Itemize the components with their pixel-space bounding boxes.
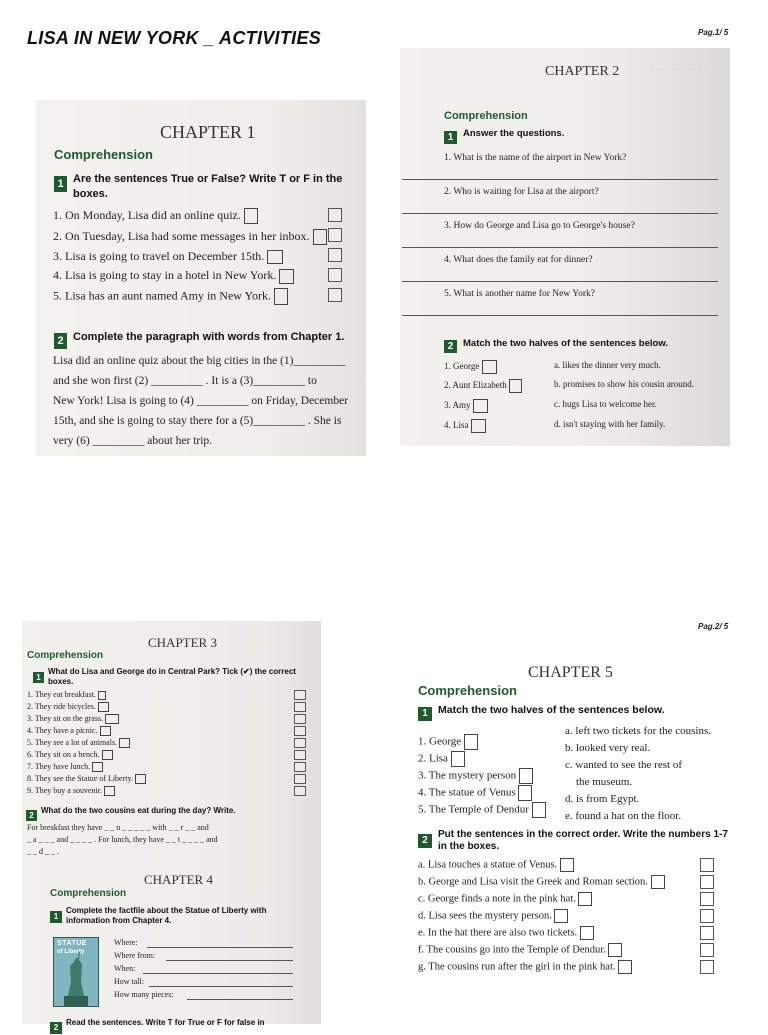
chapter2-question-3: 3. How do George and Lisa go to George's house? bbox=[444, 221, 635, 231]
chapter5-match-left-5: 5. The Temple of Dendur bbox=[418, 802, 546, 818]
factfile-line[interactable] bbox=[166, 960, 293, 961]
factfile-where-from: Where from: bbox=[114, 951, 156, 960]
order-box[interactable] bbox=[578, 892, 592, 906]
tick-box[interactable] bbox=[119, 738, 130, 748]
chapter1-ex1-item-5: 5. Lisa has an aunt named Amy in New York. bbox=[53, 288, 288, 305]
chapter1-ex1-instruction: Are the sentences True or False? Write T or F in the boxes. bbox=[73, 173, 343, 200]
chapter5-order-item-g: g. The cousins run after the girl in the pink hat. bbox=[418, 960, 632, 974]
chapter1-ex1-item-3: 3. Lisa is going to travel on December 15th. bbox=[53, 249, 283, 264]
chapter3-item-8: 8. They see the Statue of Liberty. bbox=[27, 774, 146, 784]
chapter3-ex2-number: 2 bbox=[26, 805, 37, 823]
chapter2-question-2: 2. Who is waiting for Lisa at the airport? bbox=[444, 187, 599, 197]
answer-box[interactable] bbox=[274, 288, 288, 305]
chapter3-item-1: 1. They eat breakfast. bbox=[27, 690, 106, 700]
chapter5-match-right-c-cont: the museum. bbox=[576, 776, 633, 788]
answer-box[interactable] bbox=[279, 269, 294, 284]
order-column-box[interactable] bbox=[700, 892, 714, 906]
order-box[interactable] bbox=[560, 858, 574, 872]
chapter5-match-left-4: 4. The statue of Venus bbox=[418, 785, 532, 801]
document-title: LISA IN NEW YORK _ ACTIVITIES bbox=[27, 28, 322, 48]
bleed-through-decoration: · · · · · · · · · · · bbox=[650, 64, 708, 74]
chapter3-item-9: 9. They buy a souvenir. bbox=[27, 786, 115, 796]
tick-column-box[interactable] bbox=[294, 762, 306, 772]
chapter5-match-left-2: 2. Lisa bbox=[418, 751, 465, 767]
chapter5-order-item-b: b. George and Lisa visit the Greek and Roman section. bbox=[418, 875, 665, 889]
match-box[interactable] bbox=[464, 734, 478, 750]
chapter2-match-right-3: c. hugs Lisa to welcome her. bbox=[554, 399, 657, 409]
order-box[interactable] bbox=[651, 875, 665, 889]
chapter2-question-4: 4. What does the family eat for dinner? bbox=[444, 255, 593, 265]
tf-box[interactable] bbox=[328, 248, 342, 262]
answer-box[interactable] bbox=[313, 229, 327, 245]
tick-box[interactable] bbox=[98, 702, 109, 712]
chapter3-ex1-instruction: What do Lisa and George do in Central Park? Tick (✔) the correct boxes. bbox=[48, 667, 296, 686]
chapter4-ex2-instruction: Read the sentences. Write T for True or F for false in bbox=[66, 1018, 265, 1027]
chapter1-ex2-line-5: very (6) _________ about her trip. bbox=[53, 435, 213, 447]
chapter2-match-right-4: d. isn't staying with her family. bbox=[554, 419, 666, 429]
chapter2-match-left-2: 2. Aunt Elizabeth bbox=[444, 379, 522, 393]
factfile-line[interactable] bbox=[149, 986, 293, 987]
chapter1-ex1-number: 1 bbox=[54, 174, 67, 192]
tf-box[interactable] bbox=[328, 268, 342, 282]
chapter3-item-7: 7. They have lunch. bbox=[27, 762, 103, 772]
chapter2-match-left-1: 1. George bbox=[444, 360, 497, 374]
order-box[interactable] bbox=[554, 909, 568, 923]
tick-column-box[interactable] bbox=[294, 786, 306, 796]
chapter3-comprehension: Comprehension bbox=[27, 650, 104, 661]
chapter5-match-right-e: e. found a hat on the floor. bbox=[565, 810, 682, 822]
chapter1-panel bbox=[36, 100, 366, 456]
order-box[interactable] bbox=[618, 960, 632, 974]
chapter1-ex2-line-4: 15th, and she is going to stay there for a (5)_________ . She is bbox=[53, 415, 342, 427]
order-box[interactable] bbox=[608, 943, 622, 957]
chapter5-ex2-number: 2 bbox=[418, 830, 432, 848]
tick-box[interactable] bbox=[98, 691, 106, 700]
chapter2-heading: CHAPTER 2 bbox=[545, 64, 620, 79]
statue-icon bbox=[54, 938, 98, 1006]
tick-column-box[interactable] bbox=[294, 702, 306, 712]
tick-column-box[interactable] bbox=[294, 738, 306, 748]
order-column-box[interactable] bbox=[700, 909, 714, 923]
answer-line[interactable] bbox=[402, 315, 718, 316]
factfile-line[interactable] bbox=[187, 999, 293, 1000]
tick-box[interactable] bbox=[100, 726, 111, 736]
chapter2-panel bbox=[400, 48, 730, 446]
tf-box[interactable] bbox=[328, 228, 342, 242]
factfile-line[interactable] bbox=[143, 973, 293, 974]
tf-box[interactable] bbox=[328, 288, 342, 302]
chapter5-match-right-d: d. is from Egypt. bbox=[565, 793, 640, 805]
chapter5-order-item-a: a. Lisa touches a statue of Venus. bbox=[418, 858, 574, 872]
order-column-box[interactable] bbox=[700, 943, 714, 957]
chapter5-order-item-d: d. Lisa sees the mystery person. bbox=[418, 909, 568, 923]
chapter2-match-right-1: a. likes the dinner very much. bbox=[554, 360, 661, 370]
chapter4-ex1-instruction: Complete the factfile about the Statue of Liberty with information from Chapter 4. bbox=[66, 906, 267, 925]
match-box[interactable] bbox=[473, 399, 488, 413]
answer-line[interactable] bbox=[402, 179, 718, 180]
tick-column-box[interactable] bbox=[294, 690, 306, 700]
answer-box[interactable] bbox=[267, 250, 283, 264]
chapter5-match-right-c: c. wanted to see the rest of bbox=[565, 759, 682, 771]
chapter5-match-right-a: a. left two tickets for the cousins. bbox=[565, 725, 712, 737]
chapter3-item-5: 5. They see a lot of animals. bbox=[27, 738, 130, 748]
match-box[interactable] bbox=[482, 360, 497, 374]
chapter5-order-item-c: c. George finds a note in the pink hat. bbox=[418, 892, 592, 906]
chapter5-ex1-instruction: Match the two halves of the sentences below. bbox=[438, 704, 665, 716]
chapter3-ex1-number: 1 bbox=[33, 667, 44, 685]
chapter5-match-right-b: b. looked very real. bbox=[565, 742, 651, 754]
factfile-how-tall: How tall: bbox=[114, 977, 144, 986]
chapter4-ex1-number: 1 bbox=[50, 906, 62, 924]
match-box[interactable] bbox=[451, 751, 465, 767]
chapter3-item-3: 3. They sit on the grass. bbox=[27, 714, 119, 724]
order-column-box[interactable] bbox=[700, 926, 714, 940]
chapter1-ex1-item-2: 2. On Tuesday, Lisa had some messages in her inbox. bbox=[53, 229, 327, 245]
answer-line[interactable] bbox=[402, 247, 718, 248]
chapter3-ex2-line-1: For breakfast they have _ _ n _ _ _ _ _ with _ _ r _ _ and bbox=[27, 823, 209, 832]
chapter5-ex2-instruction: Put the sentences in the correct order. Write the numbers 1-7 in the boxes. bbox=[438, 829, 728, 852]
answer-line[interactable] bbox=[402, 281, 718, 282]
chapter3-item-4: 4. They have a picnic. bbox=[27, 726, 111, 736]
tick-box[interactable] bbox=[135, 774, 146, 784]
tick-box[interactable] bbox=[104, 786, 115, 796]
chapter1-heading: CHAPTER 1 bbox=[160, 122, 256, 142]
order-column-box[interactable] bbox=[700, 960, 714, 974]
chapter5-comprehension: Comprehension bbox=[418, 683, 517, 698]
page-number-1: Pag.1/ 5 bbox=[698, 28, 729, 37]
chapter4-comprehension: Comprehension bbox=[50, 888, 127, 899]
chapter2-match-left-4: 4. Lisa bbox=[444, 419, 486, 433]
chapter2-question-1: 1. What is the name of the airport in New York? bbox=[444, 153, 627, 163]
chapter3-ex2-line-2: _ a _ _ _ and _ _ _ _ . For lunch, they have _ _ t _ _ _ _ and bbox=[27, 835, 218, 844]
factfile-where: Where: bbox=[114, 938, 138, 947]
chapter3-ex2-line-3: _ _ d _ _ . bbox=[27, 847, 59, 856]
chapter5-heading: CHAPTER 5 bbox=[528, 664, 613, 681]
chapter1-ex2-number: 2 bbox=[54, 331, 67, 349]
chapter5-match-left-3: 3. The mystery person bbox=[418, 768, 533, 784]
chapter5-panel bbox=[400, 637, 730, 982]
chapter2-question-5: 5. What is another name for New York? bbox=[444, 289, 595, 299]
order-column-box[interactable] bbox=[700, 875, 714, 889]
chapter4-ex2-number: 2 bbox=[50, 1017, 62, 1035]
match-box[interactable] bbox=[509, 379, 522, 393]
factfile-line[interactable] bbox=[147, 947, 293, 948]
chapter4-heading: CHAPTER 4 bbox=[144, 872, 213, 887]
chapter5-ex1-number: 1 bbox=[418, 703, 432, 721]
factfile-when: When: bbox=[114, 964, 136, 973]
chapter2-ex1-instruction: Answer the questions. bbox=[463, 128, 565, 139]
chapter5-match-left-1: 1. George bbox=[418, 734, 478, 750]
chapter3-ex2-instruction: What do the two cousins eat during the day? Write. bbox=[41, 806, 236, 815]
page-number-2: Pag.2/ 5 bbox=[698, 622, 729, 631]
tick-column-box[interactable] bbox=[294, 750, 306, 760]
match-box[interactable] bbox=[471, 419, 486, 433]
tick-column-box[interactable] bbox=[294, 714, 306, 724]
chapter2-ex1-number: 1 bbox=[444, 127, 457, 145]
chapter3-4-panel bbox=[22, 621, 321, 1032]
chapter2-match-left-3: 3. Amy bbox=[444, 399, 488, 413]
chapter1-comprehension: Comprehension bbox=[54, 147, 153, 162]
order-box[interactable] bbox=[580, 926, 594, 940]
match-box[interactable] bbox=[532, 802, 546, 818]
chapter3-heading: CHAPTER 3 bbox=[148, 635, 217, 650]
tick-box[interactable] bbox=[102, 750, 113, 760]
match-box[interactable] bbox=[519, 768, 533, 784]
match-box[interactable] bbox=[518, 785, 532, 801]
chapter1-ex2-instruction: Complete the paragraph with words from Chapter 1. bbox=[73, 331, 345, 343]
chapter5-order-item-f: f. The cousins go into the Temple of Dendur. bbox=[418, 943, 622, 957]
chapter1-ex2-line-3: New York! Lisa is going to (4) _________ on Friday, December bbox=[53, 395, 349, 407]
answer-box[interactable] bbox=[244, 208, 258, 224]
tick-box[interactable] bbox=[105, 714, 119, 724]
tick-column-box[interactable] bbox=[294, 774, 306, 784]
chapter1-ex1-item-1: 1. On Monday, Lisa did an online quiz. bbox=[53, 208, 258, 224]
chapter5-order-item-e: e. In the hat there are also two tickets. bbox=[418, 926, 594, 940]
chapter3-item-6: 6. They sit on a bench. bbox=[27, 750, 113, 760]
answer-line[interactable] bbox=[402, 213, 718, 214]
chapter2-ex2-instruction: Match the two halves of the sentences below. bbox=[463, 338, 668, 349]
tf-box[interactable] bbox=[328, 208, 342, 222]
tick-column-box[interactable] bbox=[294, 726, 306, 736]
chapter2-comprehension: Comprehension bbox=[444, 110, 528, 122]
order-column-box[interactable] bbox=[700, 858, 714, 872]
statue-of-liberty-image: STATUE of Liberty bbox=[53, 937, 99, 1007]
tick-box[interactable] bbox=[92, 762, 103, 772]
chapter1-ex2-line-1: Lisa did an online quiz about the big cities in the (1)_________ bbox=[53, 355, 346, 367]
chapter1-ex1-item-4: 4. Lisa is going to stay in a hotel in New York. bbox=[53, 268, 294, 284]
chapter2-ex2-number: 2 bbox=[444, 336, 457, 354]
chapter3-item-2: 2. They ride bicycles. bbox=[27, 702, 109, 712]
chapter1-ex2-line-2: and she won first (2) _________ . It is a (3)_________ to bbox=[53, 375, 317, 387]
chapter2-match-right-2: b. promises to show his cousin around. bbox=[554, 379, 694, 389]
factfile-how-many-pieces: How many pieces: bbox=[114, 990, 174, 999]
